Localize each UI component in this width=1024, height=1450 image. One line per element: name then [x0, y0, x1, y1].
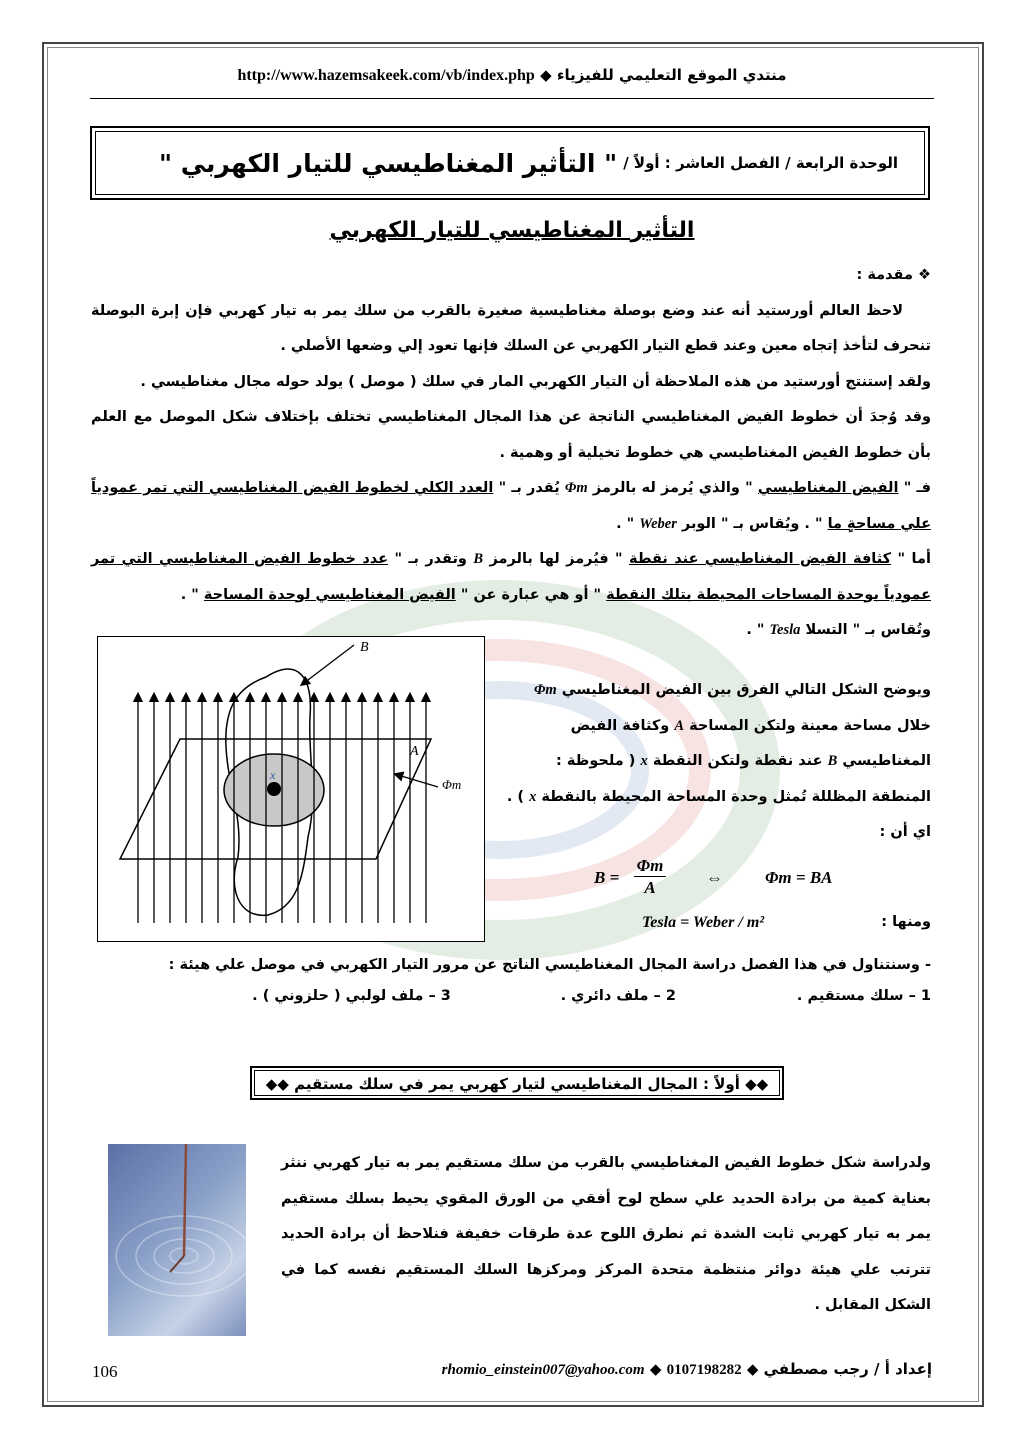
equation-flux: Φm = BA — [765, 868, 833, 887]
intro-text — [91, 258, 931, 649]
equation-units: Tesla = Weber / m² — [642, 914, 765, 931]
study-list — [91, 988, 931, 1004]
chapter-title-box — [90, 126, 930, 200]
header-rule — [90, 98, 934, 99]
paragraph-flux-definition: فـ " الفيض المغناطيسي " والذي يُرمز له بالرمز Φm يُقدر بـ " العدد الكلي لخطوط الفيض المغناطيسي التي تمر عمودياً علي مساحةٍ ما " . ويُقاس بـ " الوبر Weber " . — [91, 480, 931, 532]
term-flux-density: كثافة الفيض المغناطيسي عند نقطة — [629, 551, 892, 567]
flux-diagram — [98, 637, 484, 941]
paragraph-density-definition: أما " كثافة الفيض المغناطيسي عند نقطة " فيُرمز لها بالرمز B وتقدر بـ " عدد خطوط الفيض المغناطيسي التي تمر عمودياً بوحدة المساحات المحيطة بتلك النقطة " أو هي عبارة عن " الفيض المغناطيسي لوحدة المساحة " . — [91, 551, 931, 603]
section-heading — [0, 218, 1024, 243]
study-item: 3 – ملف لولبي ( حلزوني ) . — [252, 988, 451, 1004]
study-item: 1 – سلك مستقيم . — [796, 988, 931, 1004]
definition-flux: العدد الكلي لخطوط الفيض المغناطيسي التي تمر عمودياً علي مساحةٍ ما — [91, 480, 931, 532]
page-header — [90, 66, 934, 92]
flux-arrows — [138, 697, 426, 923]
section-heading-text: التأثير المغناطيسي للتيار الكهربي — [329, 218, 695, 243]
flux-figure — [97, 636, 485, 942]
header-forum-name: منتدي الموقع التعليمي للفيزياء — [556, 66, 787, 84]
study-intro: - وسنتناول في هذا الفصل دراسة المجال المغناطيسي الناتج عن مرور التيار الكهربي في موصل علي هيئة : — [168, 957, 931, 973]
page-footer — [92, 1360, 932, 1390]
equation-fraction: Φm A — [634, 856, 666, 899]
fig-label-b: B — [360, 640, 369, 655]
paragraph-iron-filings: ولدراسة شكل خطوط الفيض المغناطيسي بالقرب من سلك مستقيم يمر به تيار كهربي ننثر بعناية كمية من برادة الحديد علي سطح لوح أفقي من الورق المقوي يحيط بسلك مستقيم يمر به تيار كهربي ثابت الشدة ثم نطرق اللوح عدة طرقات خفيفة فنلاحظ أن برادة الحديد تترتب علي هيئة دوائر منتظمة متحدة المركز ومركزها السلك المستقيم نفسه كما في الشكل المقابل . — [281, 1155, 931, 1313]
definition-density: عدد خطوط الفيض المغناطيسي التي تمر عمودياً بوحدة المساحات المحيطة بتلك النقطة — [91, 551, 931, 603]
equation-units-label: ومنها : — [881, 914, 931, 930]
page-number: 106 — [92, 1362, 118, 1381]
fig-label-phi: Φm — [442, 777, 462, 792]
paragraph-tesla: وتُقاس بـ " التسلا Tesla " . — [746, 622, 931, 638]
definition-density-alt: الفيض المغناطيسي لوحدة المساحة — [203, 586, 456, 603]
author-email[interactable]: rhomio_einstein007@yahoo.com — [441, 1362, 645, 1378]
unit-tesla: Tesla — [769, 622, 801, 638]
header-url[interactable]: http://www.hazemsakeek.com/vb/index.php — [237, 67, 535, 84]
fig-label-x: x — [270, 768, 276, 782]
equation-b: B = — [594, 868, 620, 887]
point-x — [267, 782, 281, 796]
paragraph-oersted: لاحظ العالم أورستيد أنه عند وضع بوصلة مغناطيسية صغيرة بالقرب من سلك يمر به تيار كهربي فإن إبرة البوصلة تنحرف لتأخذ إتجاه معين وعند قطع التيار الكهربي عن السلك فإنها تعود إلي وضعها الأصلي . — [91, 302, 931, 354]
author-phone: 0107198282 — [666, 1362, 742, 1378]
iron-filings-photo — [108, 1144, 246, 1336]
fig-label-a: A — [410, 744, 419, 759]
figure-explanation: ويوضح الشكل التالي الفرق بين الفيض المغناطيسي Φm خلال مساحة معينة ولتكن المساحة A وكثافة الفيض المغناطيسي B عند نقطة ولتكن النقطة x ( ملحوظة : المنطقة المظللة تُمثل وحدة المساحة المحيطة بالنقطة x ) . اي أن : — [506, 682, 931, 840]
section-title: ◆◆ أولاً : المجال المغناطيسي لتيار كهربي يمر في سلك مستقيم ◆◆ — [254, 1070, 780, 1096]
chapter-title: " التأثير المغناطيسي للتيار الكهربي " — [159, 148, 618, 178]
author-name: إعداد أ / رجب مصطفي — [763, 1360, 932, 1378]
intro-label: ❖ مقدمة : — [856, 267, 931, 283]
unit-weber: Weber — [639, 515, 677, 532]
symbol-b: B — [473, 551, 484, 567]
footer-credit: rhomio_einstein007@yahoo.com ◆ 0107198282 ◆ إعداد أ / رجب مصطفي — [441, 1360, 932, 1378]
equation-equivalence: ⇔ — [706, 868, 723, 887]
chapter-unit-label: الوحدة الرابعة / الفصل العاشر : أولاً / — [623, 154, 898, 172]
header-separator: ◆ — [540, 66, 552, 84]
term-magnetic-flux: الفيض المغناطيسي — [757, 480, 899, 496]
paragraph-flux-lines: وقد وُجدَ أن خطوط الفيض المغناطيسي الناتجة عن هذا المجال المغناطيسي تختلف بإختلاف شكل الموصل مع العلم بأن خطوط الفيض المغناطيسي هي خطوط تخيلية أو وهمية . — [91, 409, 931, 461]
paragraph-conclusion: ولقد إستنتج أورستيد من هذه الملاحظة أن التيار الكهربي المار في سلك ( موصل ) يولد حوله مجال مغناطيسي . — [140, 373, 931, 390]
section-title-box — [250, 1066, 784, 1100]
study-item: 2 – ملف دائري . — [560, 988, 676, 1004]
symbol-phi: Φm — [564, 480, 588, 496]
